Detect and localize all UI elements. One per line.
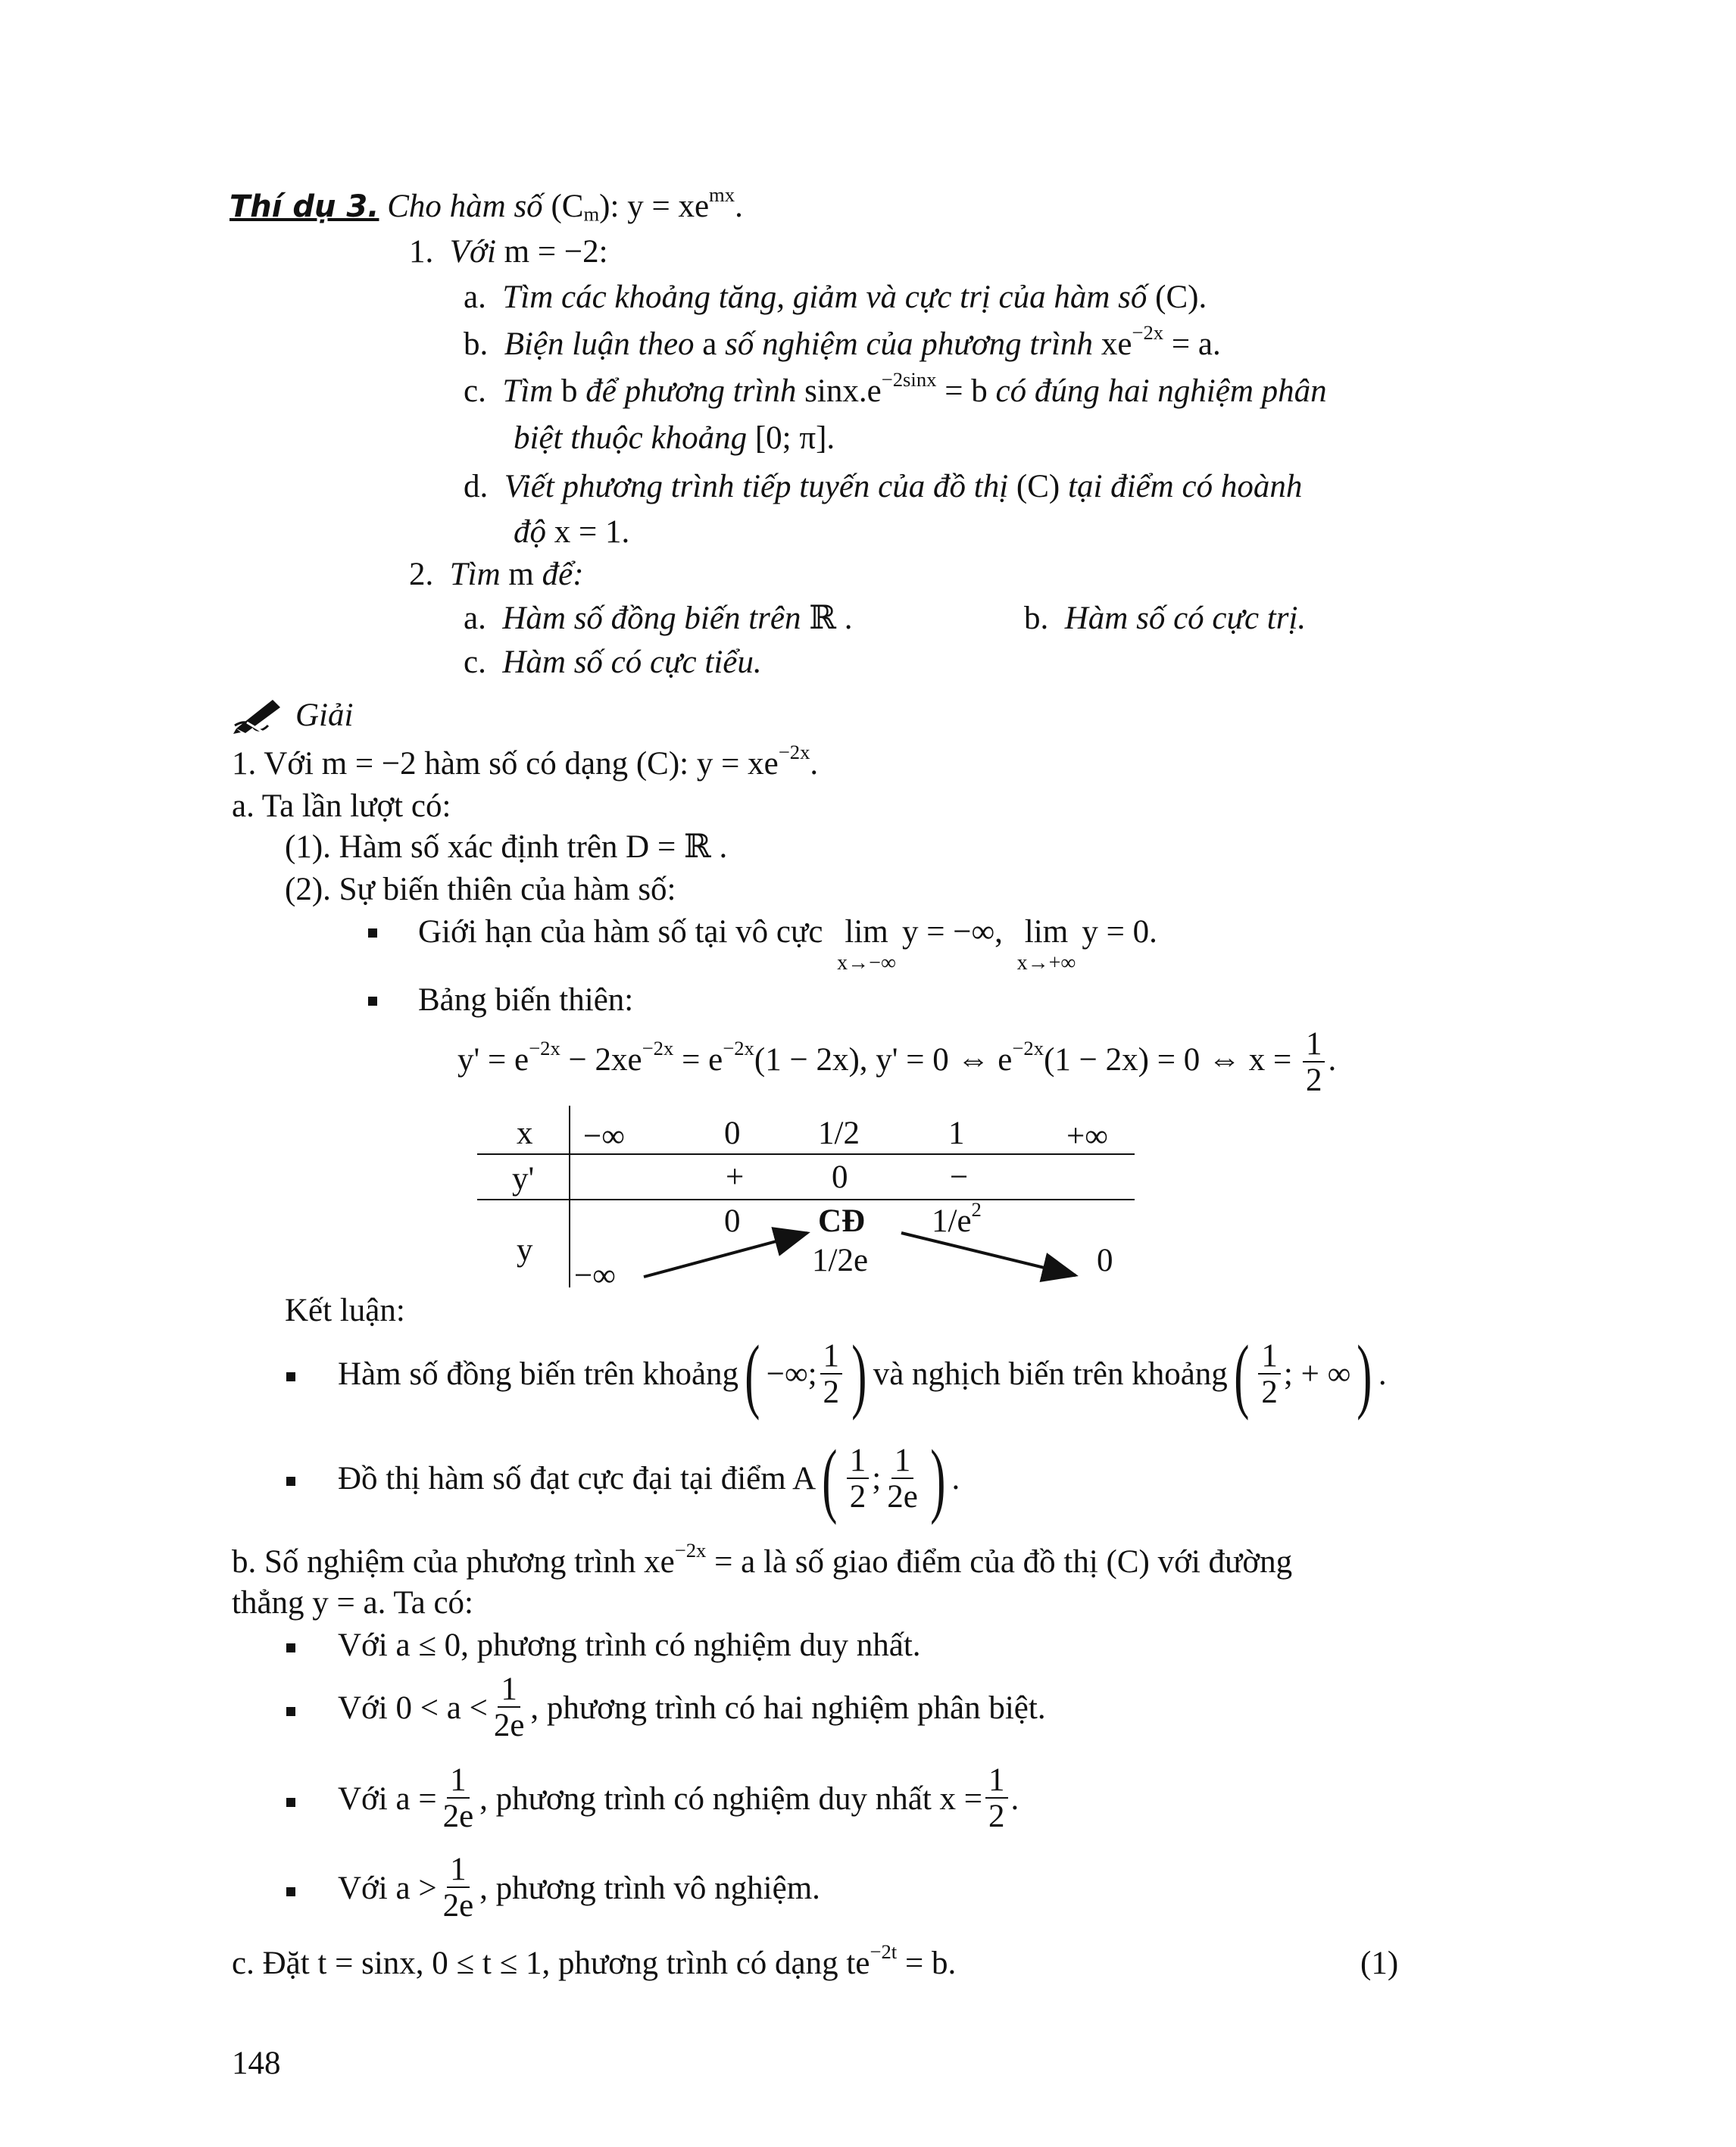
table-y-value: −∞ — [574, 1258, 616, 1294]
derivative-line: $y' = e^{-2x} - 2xe^{-2x} = e^{-2x}(1 - 2x)$, y' = 0 ⇔ $e^{-2x}(1 - 2x) = 0$ ⇔ x = $\frac{1}{2}$ . — [457, 1026, 1337, 1099]
q1-b: b. Biện luận theo a số nghiệm của phương trình $xe^{-2x} = a$. — [464, 321, 1221, 362]
conclusion-bullet-1: Hàm số đồng biến trên khoảng ( −∞; $\frac{1}{2}$ ) và nghịch biến trên khoảng ( $\frac{1}{2}$ ; + ∞ ) . — [338, 1328, 1387, 1421]
table-yprime-value: 0 — [832, 1159, 848, 1195]
decreasing-arrow — [901, 1233, 1076, 1275]
part-b-line-2: thẳng y = a. Ta có: — [232, 1585, 473, 1621]
table-x-value: 1/2 — [818, 1116, 860, 1151]
q1-d-line2: độ x = 1. — [514, 514, 630, 550]
solution-a1: (1). Hàm số xác định trên D = ℝ . — [285, 829, 728, 865]
solution-step-1: 1. Với m = −2 hàm số có dạng (C): $y = xe^{-2x}$. — [232, 741, 819, 782]
table-y-value: 1/2e — [812, 1243, 869, 1278]
table-y-value: 0 — [1097, 1243, 1113, 1278]
table-yprime-value: − — [950, 1159, 969, 1195]
table-x-value: 1 — [948, 1116, 965, 1151]
q1-c: c. Tìm b để phương trình $\sin x.e^{-2sinx} = b$ có đúng hai nghiệm phân — [464, 368, 1327, 409]
bullet — [286, 1477, 295, 1486]
example-heading: Thí dụ 3. Cho hàm số $(C_m)$: $y = xe^{mx}$. — [229, 183, 743, 226]
q2-a: a. Hàm số đồng biến trên ℝ . — [464, 601, 853, 636]
q1-c-line2: biệt thuộc khoảng [0; π]. — [514, 420, 835, 456]
bullet — [368, 928, 377, 938]
q1-lead: 1. Với m = −2: — [409, 234, 608, 270]
case-1: Với a ≤ 0, phương trình có nghiệm duy nhất. — [338, 1627, 921, 1663]
table-yprime-label: y' — [512, 1161, 535, 1197]
table-x-value: −∞ — [583, 1119, 625, 1154]
example-title: Thí dụ 3. — [229, 189, 379, 224]
table-yprime-value: + — [726, 1159, 745, 1195]
conclusion-bullet-2: Đồ thị hàm số đạt cực đại tại điểm A ( $\frac{1}{2}$ ; $\frac{1}{2e}$ ) . — [338, 1433, 960, 1525]
table-x-value: 0 — [724, 1116, 741, 1151]
page-number: 148 — [232, 2046, 281, 2081]
part-b-line-1: b. Số nghiệm của phương trình $xe^{-2x} = a$ là số giao điểm của đồ thị (C) với đường — [232, 1539, 1293, 1580]
limit-minus: lim x→−∞ — [837, 914, 896, 975]
q2-lead: 2. Tìm m để: — [409, 557, 584, 592]
table-x-label: x — [517, 1116, 533, 1151]
table-y-value: CĐ — [818, 1203, 866, 1239]
table-y-value: 0 — [724, 1203, 741, 1239]
bullet — [286, 1798, 295, 1807]
bullet — [286, 1887, 295, 1896]
solution-heading: Giải — [295, 697, 354, 733]
case-3: Với a = $\frac{1}{2e}$ , phương trình có nghiệm duy nhất x = $\frac{1}{2}$ . — [338, 1762, 1019, 1835]
limits-line: Giới hạn của hàm số tại vô cực lim x→−∞ y = −∞, lim x→+∞ y = 0. — [418, 914, 1157, 975]
solution-a2: (2). Sự biến thiên của hàm số: — [285, 872, 676, 907]
case-4: Với a > $\frac{1}{2e}$ , phương trình vô nghiệm. — [338, 1852, 820, 1924]
q2-c: c. Hàm số có cực tiểu. — [464, 644, 762, 680]
table-x-value: +∞ — [1066, 1119, 1108, 1154]
table-y-value: $1/e^2$ — [932, 1198, 982, 1239]
table-y-label: y — [517, 1232, 533, 1268]
q1-d: d. Viết phương trình tiếp tuyến của đồ thị (C) tại điểm có hoành — [464, 469, 1303, 504]
pencil-icon — [232, 695, 285, 735]
bullet — [368, 997, 377, 1006]
bullet — [286, 1707, 295, 1716]
q2-b: b. Hàm số có cực trị. — [1024, 601, 1307, 636]
limit-plus: lim x→+∞ — [1016, 914, 1076, 975]
solution-part-a: a. Ta lần lượt có: — [232, 788, 451, 824]
variation-table-label: Bảng biến thiên: — [418, 982, 634, 1018]
q1-a: a. Tìm các khoảng tăng, giảm và cực trị của hàm số (C). — [464, 279, 1207, 315]
bullet — [286, 1372, 295, 1381]
case-2: Với 0 < a < $\frac{1}{2e}$ , phương trình có hai nghiệm phân biệt. — [338, 1671, 1046, 1744]
equation-number: (1) — [1360, 1946, 1399, 1981]
bullet — [286, 1643, 295, 1652]
part-c-line: c. Đặt t = sinx, 0 ≤ t ≤ 1, phương trình có dạng $te^{-2t} = b$. — [232, 1940, 957, 1981]
fraction-one-half: $\frac{1}{2}$ — [1303, 1027, 1325, 1098]
conclusion-label: Kết luận: — [285, 1293, 405, 1328]
